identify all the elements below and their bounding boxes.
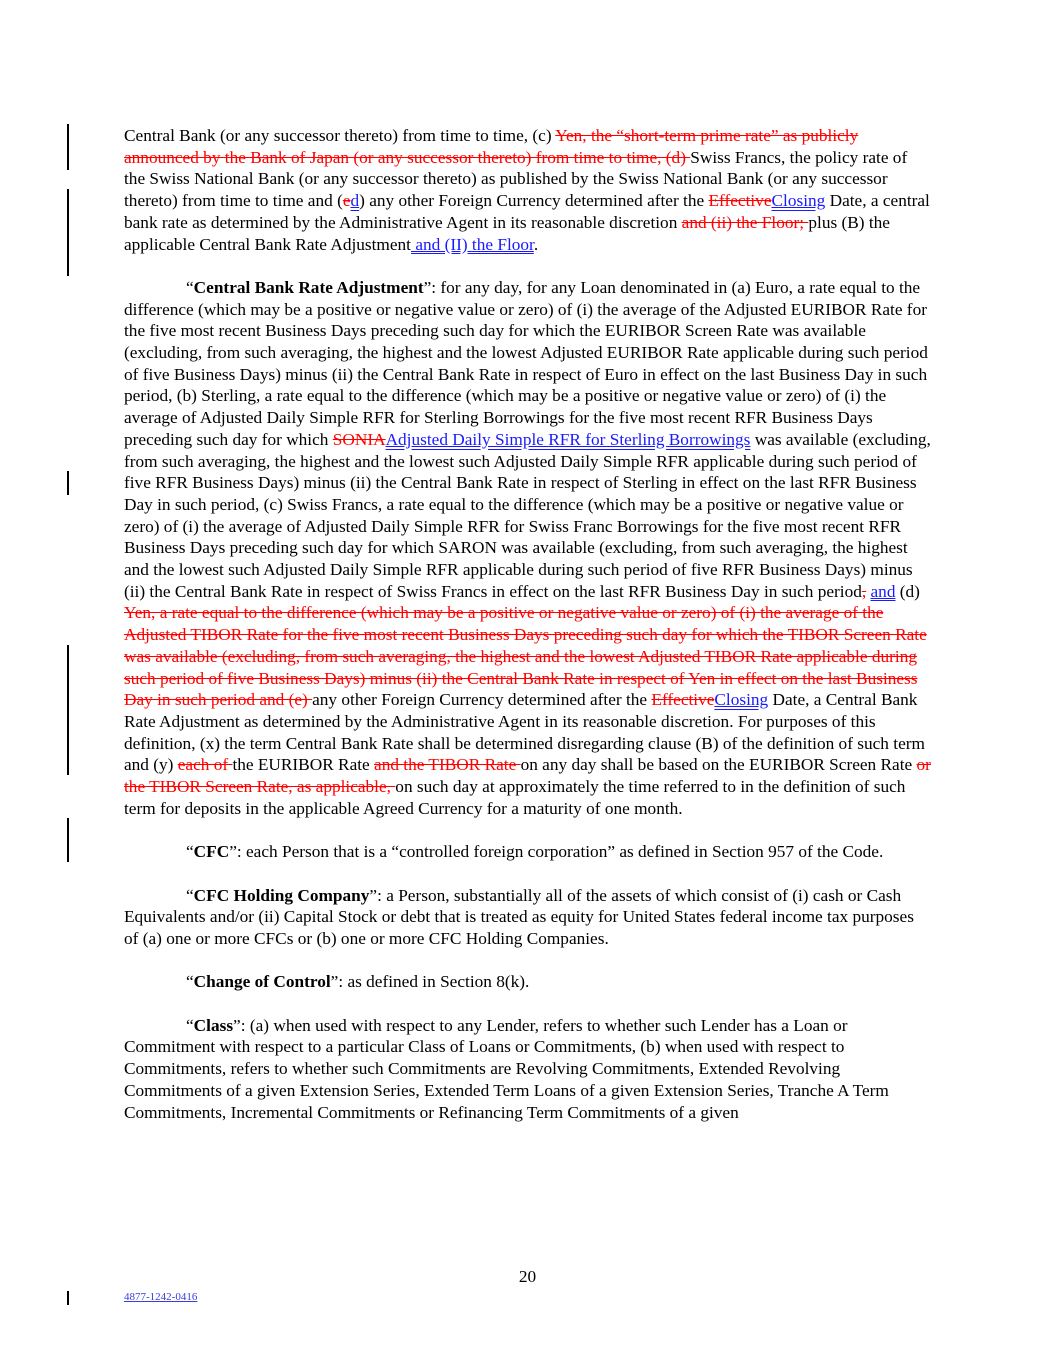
definition-paragraph: [124, 277, 932, 820]
deleted-text: or the TIBOR Screen Rate, as applicable,: [124, 755, 931, 797]
text-run: on any day shall be based on the EURIBOR Screen Rate: [520, 755, 917, 775]
text-run: (d): [895, 581, 920, 601]
change-bar: [67, 818, 69, 862]
text-run: “: [186, 885, 194, 905]
inserted-text: and: [870, 581, 896, 601]
inserted-text: Closing: [771, 191, 826, 211]
page-number: 20: [518, 1267, 537, 1286]
text-run: ”: as defined in Section 8(k).: [330, 972, 530, 992]
deleted-text: Effective: [651, 690, 715, 710]
deleted-text: and (ii) the Floor;: [681, 212, 809, 232]
text-run: “: [186, 1015, 194, 1035]
definition-paragraph: [124, 841, 932, 863]
definition-paragraph: [124, 1015, 932, 1124]
text-run: “: [186, 842, 194, 862]
defined-term: Central Bank Rate Adjustment: [193, 277, 424, 297]
deleted-text: SONIA: [332, 429, 386, 449]
deleted-text: and the TIBOR Rate: [374, 755, 521, 775]
deleted-text: Yen, the “short-term prime rate” as publicly announced by the Bank of Japan (or any successor thereto) from time to time, (d): [124, 126, 859, 167]
defined-term: CFC: [193, 842, 230, 862]
text-run: the EURIBOR Rate: [232, 755, 375, 775]
text-run: ”: a Person, substantially all of the assets of which consist of (i) cash or Cash Equivalents and/or (ii) Capital Stock or debt that is treated as equity for United States federal income tax purposes of (a) one or more CFCs or (b) one or more CFC Holding Companies.: [124, 885, 914, 948]
footer-document-id[interactable]: 4877-1242-0416: [124, 1291, 198, 1303]
text-run: on such day at approximately the time referred to in the definition of such term for deposits in the applicable Agreed Currency for a maturity of one month.: [124, 777, 906, 818]
defined-term: Change of Control: [193, 972, 331, 992]
defined-term: Class: [193, 1015, 234, 1035]
inserted-text: and (II) the Floor: [411, 234, 534, 254]
definition-paragraph: [124, 971, 932, 993]
text-run: was available (excluding, from such averaging, the highest and the lowest such Adjusted Daily Simple RFR applicable during such period of five RFR Business Days) minus (ii) the Central Bank Rate in respect of Sterling in effect on the last RFR Business Day in such period, (c) Swiss Francs, a rate equal to the difference (which may be a positive or negative value or zero) of (i) the average of Adjusted Daily Simple RFR for Swiss Franc Borrowings for the five most recent RFR Business Days preceding such day for which SARON was available (excluding, from such averaging, the highest and the lowest such Adjusted Daily Simple RFR applicable during such period of five RFR Business Days) minus (ii) the Central Bank Rate in respect of Swiss Francs in effect on the last RFR Business Day in such period: [124, 429, 931, 601]
change-bar: [67, 471, 69, 495]
change-bar: [67, 124, 69, 170]
change-bar: [67, 645, 69, 775]
text-run: Swiss Francs, the policy rate of the Swiss National Bank (or any successor thereto) as published by the Swiss National Bank (or any successor thereto) from time to time and (: [124, 147, 908, 211]
text-run: ”: (a) when used with respect to any Lender, refers to whether such Lender has a Loan or Commitment with respect to a particular Class of Loans or Commitments, (b) when used with respect to Commitments, refers to whether such Commitments are Revolving Commitments, Extended Revolving Commitments of a given Extension Series, Extended Term Loans of a given Extension Series, Tranche A Term Commitments, Incremental Commitments or Refinancing Term Commitments of a given: [124, 1015, 889, 1122]
deleted-text: each of: [177, 755, 233, 775]
deleted-text: Effective: [708, 191, 772, 211]
definition-paragraph: [124, 885, 932, 950]
inserted-text: Closing: [714, 690, 769, 710]
inserted-text: Adjusted Daily Simple RFR for Sterling Borrowings: [385, 429, 751, 449]
text-run: Central Bank (or any successor thereto) from time to time, (c): [124, 126, 556, 145]
deleted-text: ,: [861, 581, 867, 601]
deleted-text: Yen, a rate equal to the difference (which may be a positive or negative value or zero) of (i) the average of the Adjusted TIBOR Rate for the five most recent Business Days preceding such day for which the TIBOR Screen Rate was available (excluding, from such averaging, the highest and the lowest Adjusted TIBOR Rate applicable during such period of five Business Days) minus (ii) the Central Bank Rate in respect of Yen in effect on the last Business Day in such period and (e): [124, 603, 927, 710]
defined-term: CFC Holding Company: [193, 885, 370, 905]
text-run: ) any other Foreign Currency determined after the: [359, 191, 709, 211]
text-run: “: [186, 277, 194, 297]
change-bar: [67, 1291, 69, 1305]
text-run: .: [533, 234, 539, 254]
text-run: “: [186, 972, 194, 992]
text-run: any other Foreign Currency determined after the: [312, 690, 652, 710]
text-run: plus (B) the applicable Central Bank Rate Adjustment: [124, 212, 890, 254]
text-run: Date, a Central Bank Rate Adjustment as determined by the Administrative Agent in its reasonable discretion. For purposes of this definition, (x) the term Central Bank Rate shall be determined disregarding clause (B) of the definition of such term and (y): [124, 690, 925, 775]
definition-paragraph: [124, 125, 932, 255]
text-run: ”: for any day, for any Loan denominated in (a) Euro, a rate equal to the difference (which may be a positive or negative value or zero) of (i) the average of the Adjusted EURIBOR Rate for the five most recent Business Days preceding such day for which the EURIBOR Screen Rate was available (excluding, from such averaging, the highest and the lowest Adjusted EURIBOR Rate applicable during such period of five Business Days) minus (ii) the Central Bank Rate in respect of Euro in effect on the last Business Day in such period, (b) Sterling, a rate equal to the difference (which may be a positive or negative value or zero) of (i) the average of Adjusted Daily Simple RFR for Sterling Borrowings for the five most recent RFR Business Days preceding such day for which: [124, 277, 928, 449]
inserted-text: d: [350, 191, 360, 211]
deleted-text: e: [342, 191, 351, 211]
text-run: Date, a central bank rate as determined by the Administrative Agent in its reasonable discretion: [124, 191, 930, 232]
change-bar: [67, 189, 69, 276]
document-body: [124, 125, 932, 1145]
text-run: ”: each Person that is a “controlled foreign corporation” as defined in Section 957 of the Code.: [229, 842, 884, 862]
